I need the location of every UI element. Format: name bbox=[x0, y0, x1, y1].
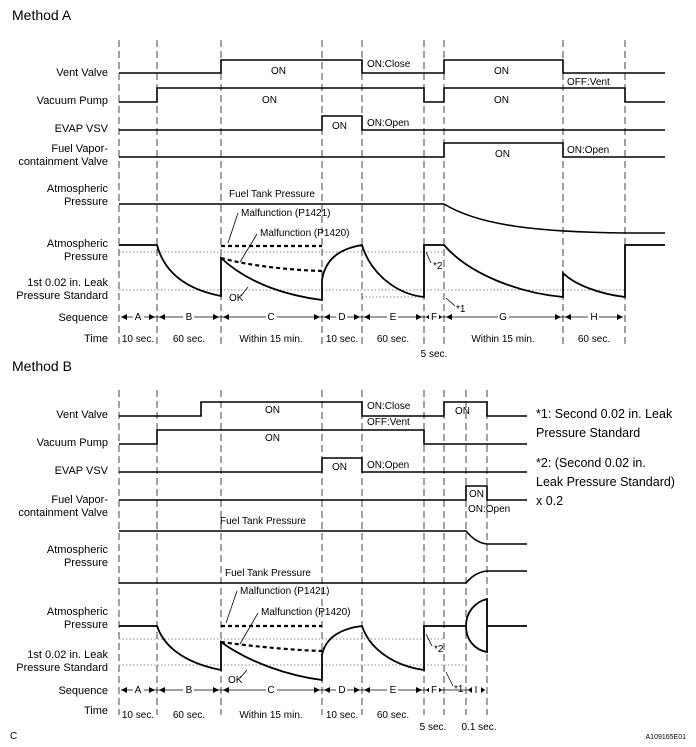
b-fuel-vapor-label-2: containment Valve bbox=[18, 507, 108, 519]
time-f: 5 sec. bbox=[420, 349, 448, 360]
p1421-pointer bbox=[228, 213, 238, 243]
fuel-vapor-label-1: Fuel Vapor- bbox=[51, 143, 108, 155]
b-time-d: 10 sec. bbox=[325, 710, 359, 721]
vsv-on-label: ON bbox=[332, 121, 347, 132]
p1420-pointer bbox=[240, 234, 257, 262]
sequence-g: G bbox=[499, 312, 507, 323]
vent-on-label-2: ON bbox=[494, 66, 509, 77]
fuel-tank-pressure-label: Fuel Tank Pressure bbox=[229, 189, 315, 200]
b-time-f: 5 sec. bbox=[419, 722, 447, 733]
b-time-i: 0.1 sec. bbox=[461, 722, 497, 733]
time-g: Within 15 min. bbox=[471, 334, 535, 345]
time-c: Within 15 min. bbox=[239, 334, 303, 345]
note-1-line-2: Pressure Standard bbox=[536, 426, 641, 440]
b-leak-standard-label-1: 1st 0.02 in. Leak bbox=[27, 649, 108, 661]
evap-vsv-label: EVAP VSV bbox=[54, 123, 108, 135]
b-sequence-c: C bbox=[267, 685, 275, 696]
figure-code: A109165E01 bbox=[645, 734, 686, 741]
b-malfunction-p1420-label: Malfunction (P1420) bbox=[261, 607, 351, 618]
b-mark-1-pointer bbox=[446, 672, 453, 686]
vent-off-label: OFF:Vent bbox=[567, 77, 610, 88]
b-fvv-on-label: ON bbox=[469, 489, 484, 500]
atm-pressure-label-1: Atmospheric bbox=[46, 183, 108, 195]
ok-pointer bbox=[241, 287, 248, 296]
sequence-c: C bbox=[267, 312, 275, 323]
method-b-title: Method B bbox=[12, 358, 72, 374]
b-atm-pressure-label-2b: Pressure bbox=[63, 619, 108, 631]
b-vsv-open-label: ON:Open bbox=[367, 460, 410, 471]
ok-label: OK bbox=[229, 293, 244, 304]
b-vacuum-pump-label: Vacuum Pump bbox=[36, 437, 108, 449]
fvv-open-label: ON:Open bbox=[567, 145, 610, 156]
time-label: Time bbox=[83, 333, 108, 345]
b-sequence-a: A bbox=[134, 685, 142, 696]
sequence-d: D bbox=[338, 312, 346, 323]
b-vsv-on-label: ON bbox=[332, 462, 347, 473]
b-fuel-vapor-label-1: Fuel Vapor- bbox=[51, 494, 108, 506]
pump-on-label-2: ON bbox=[494, 95, 509, 106]
b-time-b: 60 sec. bbox=[172, 710, 206, 721]
b-atm-pressure-label-2: Atmospheric bbox=[46, 606, 108, 618]
b-time-a: 10 sec. bbox=[121, 710, 155, 721]
b-sequence-label: Sequence bbox=[58, 685, 108, 697]
b-vent-off-label: OFF:Vent bbox=[367, 417, 410, 428]
sequence-a: A bbox=[134, 312, 142, 323]
leak-standard-label-1: 1st 0.02 in. Leak bbox=[27, 277, 108, 289]
fuel-vapor-label-2: containment Valve bbox=[18, 156, 108, 168]
vent-close-label: ON:Close bbox=[367, 59, 411, 70]
method-a-phase-lines bbox=[119, 40, 625, 345]
fvv-on-label: ON bbox=[495, 149, 510, 160]
sequence-f: F bbox=[430, 312, 438, 323]
method-b-row-labels bbox=[16, 409, 108, 717]
method-a-row-labels bbox=[16, 67, 108, 345]
b-mark-2-label: *2 bbox=[434, 644, 444, 655]
b-mark-1-label: *1 bbox=[454, 684, 464, 695]
note-2-line-3: x 0.2 bbox=[536, 494, 564, 508]
b-sequence-i: I bbox=[474, 685, 478, 696]
b-atm-pressure-label-1b: Pressure bbox=[63, 557, 108, 569]
b-time-label: Time bbox=[83, 705, 108, 717]
method-b-time-labels bbox=[122, 710, 497, 733]
b-vent-valve-label: Vent Valve bbox=[56, 409, 108, 421]
fuel-tank-pressure-curve bbox=[119, 204, 665, 233]
b-vent-on-label-2: ON bbox=[455, 406, 470, 417]
b-vent-close-label: ON:Close bbox=[367, 401, 411, 412]
malfunction-p1420-curve bbox=[221, 258, 322, 271]
b-malfunction-p1420-curve bbox=[221, 642, 322, 651]
b-sequence-f: F bbox=[430, 685, 438, 696]
vacuum-pump-label: Vacuum Pump bbox=[36, 95, 108, 107]
footnotes bbox=[536, 407, 675, 508]
mark-1-label: *1 bbox=[456, 304, 466, 315]
mark-2-pointer bbox=[426, 252, 431, 263]
time-h: 60 sec. bbox=[577, 334, 611, 345]
b-leak-standard-label-2: Pressure Standard bbox=[16, 662, 108, 674]
mark-2-label: *2 bbox=[433, 261, 443, 272]
corner-label: C bbox=[10, 731, 18, 742]
time-a: 10 sec. bbox=[121, 334, 155, 345]
sequence-b: B bbox=[185, 312, 193, 323]
b-atm-pressure-label-1: Atmospheric bbox=[46, 544, 108, 556]
b-fuel-tank-pressure-label-2: Fuel Tank Pressure bbox=[225, 568, 311, 579]
b-time-c: Within 15 min. bbox=[239, 710, 303, 721]
leak-standard-label-2: Pressure Standard bbox=[16, 290, 108, 302]
b-evap-vsv-label: EVAP VSV bbox=[54, 465, 108, 477]
atm-pressure-label-1b: Pressure bbox=[63, 196, 108, 208]
time-e: 60 sec. bbox=[376, 334, 410, 345]
b-vent-on-label: ON bbox=[265, 405, 280, 416]
sequence-label: Sequence bbox=[58, 312, 108, 324]
b-ok-pointer bbox=[240, 670, 247, 678]
b-fvv-open-label: ON:Open bbox=[468, 504, 511, 515]
pump-on-label: ON bbox=[262, 95, 277, 106]
note-2-line-1: *2: (Second 0.02 in. bbox=[536, 456, 646, 470]
method-a-time-labels bbox=[122, 334, 610, 360]
b-ok-label: OK bbox=[228, 675, 243, 686]
b-p1421-pointer bbox=[226, 591, 237, 623]
sequence-e: E bbox=[389, 312, 397, 323]
b-mark-2-pointer bbox=[426, 634, 432, 646]
method-a-sequence-arrows bbox=[121, 314, 623, 320]
sequence-h: H bbox=[590, 312, 598, 323]
malfunction-p1421-label: Malfunction (P1421) bbox=[241, 208, 331, 219]
time-d: 10 sec. bbox=[325, 334, 359, 345]
method-a-title: Method A bbox=[12, 7, 72, 23]
tank-pressure-curve-main bbox=[119, 245, 665, 300]
vent-on-label: ON bbox=[271, 66, 286, 77]
atm-pressure-label-2: Atmospheric bbox=[46, 238, 108, 250]
b-pump-on-label: ON bbox=[265, 433, 280, 444]
b-time-e: 60 sec. bbox=[376, 710, 410, 721]
malfunction-p1420-label: Malfunction (P1420) bbox=[260, 228, 350, 239]
note-2-line-2: Leak Pressure Standard) bbox=[536, 475, 675, 489]
method-b-phase-lines bbox=[119, 390, 487, 715]
b-fuel-tank-pressure-label-1: Fuel Tank Pressure bbox=[220, 516, 306, 527]
b-sequence-b: B bbox=[185, 685, 193, 696]
b-sequence-d: D bbox=[338, 685, 346, 696]
vacuum-pump-signal bbox=[119, 88, 665, 102]
b-malfunction-p1421-label: Malfunction (P1421) bbox=[240, 586, 330, 597]
note-1-line-1: *1: Second 0.02 in. Leak bbox=[536, 407, 673, 421]
vsv-open-label: ON:Open bbox=[367, 118, 410, 129]
atm-pressure-label-2b: Pressure bbox=[63, 251, 108, 263]
time-b: 60 sec. bbox=[172, 334, 206, 345]
b-fuel-vapor-valve-signal bbox=[119, 486, 527, 500]
b-sequence-e: E bbox=[389, 685, 397, 696]
vent-valve-label: Vent Valve bbox=[56, 67, 108, 79]
mark-1-pointer bbox=[446, 298, 455, 306]
